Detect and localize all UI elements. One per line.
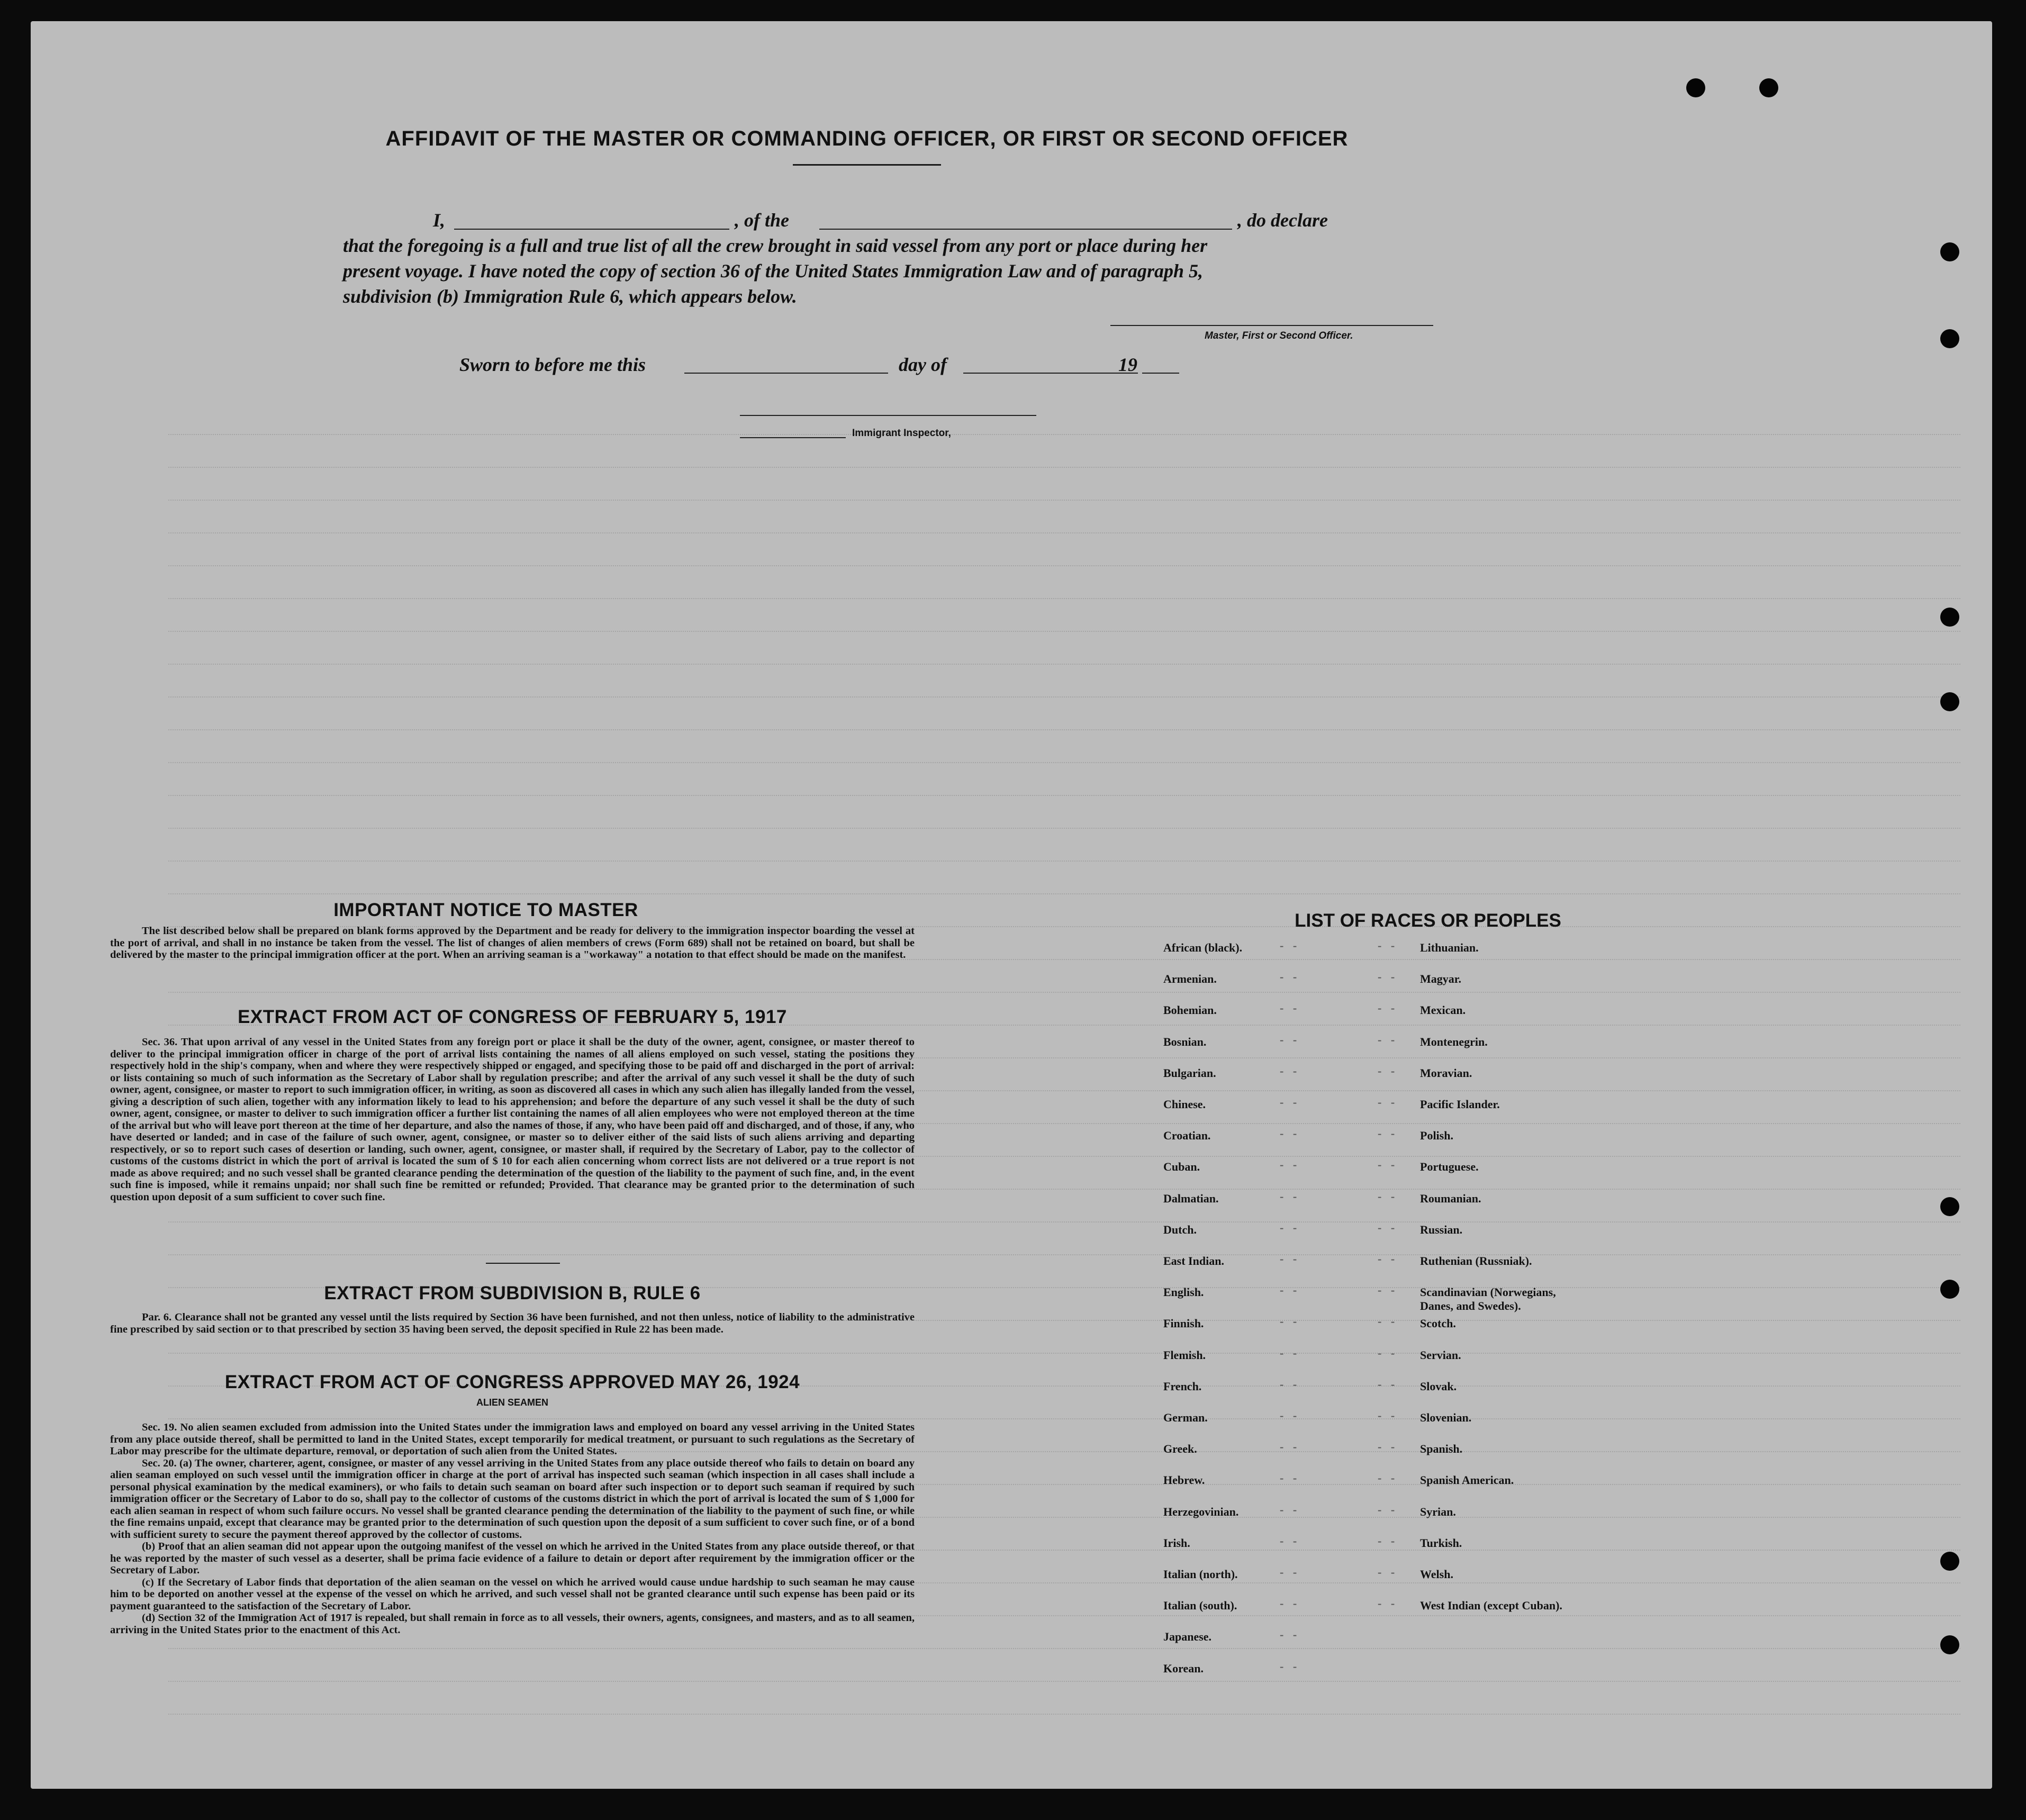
race-dash-marks: - - bbox=[1280, 1064, 1300, 1077]
decl-line-3: present voyage. I have noted the copy of section 36 of the United States Immigration Law and of paragraph 5, bbox=[343, 260, 1203, 282]
race-dash-marks: - - bbox=[1280, 970, 1300, 984]
race-item: Magyar. bbox=[1420, 972, 1462, 986]
race-item: Slovak. bbox=[1420, 1379, 1457, 1393]
race-item: French. bbox=[1163, 1379, 1202, 1393]
race-dash-marks: - - bbox=[1378, 970, 1398, 984]
race-item: Montenegrin. bbox=[1420, 1035, 1488, 1048]
race-item: Japanese. bbox=[1163, 1630, 1212, 1644]
race-dash-marks: - - bbox=[1280, 1377, 1300, 1391]
race-item: Mexican. bbox=[1420, 1003, 1466, 1017]
race-item: Ruthenian (Russniak). bbox=[1420, 1254, 1532, 1267]
race-dash-marks: - - bbox=[1280, 1659, 1300, 1673]
name-blank[interactable] bbox=[454, 229, 729, 230]
bleed-through-row bbox=[168, 861, 1960, 862]
race-dash-marks: - - bbox=[1280, 1628, 1300, 1642]
master-signature-line[interactable] bbox=[1110, 325, 1433, 326]
race-dash-marks: - - bbox=[1378, 1189, 1398, 1203]
race-item: Welsh. bbox=[1420, 1568, 1453, 1581]
race-dash-marks: - - bbox=[1378, 1471, 1398, 1485]
bleed-through-row bbox=[168, 1221, 1960, 1223]
punch-hole bbox=[1759, 78, 1778, 97]
act-1917-title: EXTRACT FROM ACT OF CONGRESS OF FEBRUARY 5, 1917 bbox=[238, 1007, 787, 1027]
bleed-through-row bbox=[168, 532, 1960, 534]
race-dash-marks: - - bbox=[1280, 1220, 1300, 1234]
rule-6-text bbox=[110, 1311, 915, 1335]
bleed-through-row bbox=[168, 1648, 1960, 1650]
race-item: Croatian. bbox=[1163, 1129, 1211, 1143]
punch-hole bbox=[1940, 329, 1959, 348]
bleed-through-row bbox=[168, 598, 1960, 600]
act-1917-text bbox=[110, 1036, 915, 1203]
race-item: Russian. bbox=[1420, 1223, 1463, 1236]
race-item: Roumanian. bbox=[1420, 1191, 1481, 1205]
race-item: Herzegovinian. bbox=[1163, 1505, 1239, 1518]
race-dash-marks: - - bbox=[1378, 1158, 1398, 1172]
race-item: Armenian. bbox=[1163, 972, 1217, 986]
race-item: Spanish. bbox=[1420, 1442, 1463, 1456]
race-item: Chinese. bbox=[1163, 1098, 1206, 1111]
race-dash-marks: - - bbox=[1280, 1502, 1300, 1516]
race-dash-marks: - - bbox=[1280, 1033, 1300, 1046]
sec-20-b-paragraph: (b) Proof that an alien seaman did not appear upon the outgoing manifest of the vessel on which he arrived in the United States from any place outside thereof, or that he was reported by the master of such vessel as a deserter, shall be prima facie evidence of a failure to detain or deport after requirement by the immigration officer or the Secretary of Labor. bbox=[110, 1541, 915, 1576]
race-item: Dalmatian. bbox=[1163, 1191, 1219, 1205]
race-dash-marks: - - bbox=[1280, 1252, 1300, 1265]
punch-hole bbox=[1940, 1552, 1959, 1571]
race-item: English. bbox=[1163, 1285, 1204, 1299]
inspector-signature-line[interactable] bbox=[740, 415, 1036, 416]
bleed-through-row bbox=[168, 565, 1960, 567]
race-dash-marks: - - bbox=[1280, 1001, 1300, 1015]
notice-title: IMPORTANT NOTICE TO MASTER bbox=[333, 900, 638, 920]
race-item: Danes, and Swedes). bbox=[1420, 1299, 1521, 1313]
vessel-blank[interactable] bbox=[819, 229, 1232, 230]
race-dash-marks: - - bbox=[1378, 1095, 1398, 1109]
decl-of-the: , of the bbox=[735, 210, 789, 231]
punch-hole bbox=[1940, 242, 1959, 261]
race-dash-marks: - - bbox=[1378, 1534, 1398, 1547]
act-1924-title: EXTRACT FROM ACT OF CONGRESS APPROVED MAY 26, 1924 bbox=[224, 1372, 800, 1392]
bleed-through-row bbox=[168, 664, 1960, 665]
race-dash-marks: - - bbox=[1280, 1095, 1300, 1109]
race-dash-marks: - - bbox=[1378, 1127, 1398, 1140]
bleed-through-row bbox=[168, 893, 1960, 895]
race-item: East Indian. bbox=[1163, 1254, 1224, 1267]
bleed-through-row bbox=[168, 434, 1960, 436]
race-item: Finnish. bbox=[1163, 1317, 1204, 1330]
race-dash-marks: - - bbox=[1280, 1127, 1300, 1140]
act-1917-rule bbox=[486, 1263, 560, 1264]
master-label: Master, First or Second Officer. bbox=[1205, 330, 1353, 341]
title-rule bbox=[793, 164, 941, 166]
race-dash-marks: - - bbox=[1378, 1502, 1398, 1516]
bleed-through-row bbox=[168, 992, 1960, 993]
race-dash-marks: - - bbox=[1378, 1001, 1398, 1015]
rule-6-title: EXTRACT FROM SUBDIVISION B, RULE 6 bbox=[324, 1283, 701, 1303]
race-item: Flemish. bbox=[1163, 1348, 1206, 1362]
affidavit-declaration bbox=[343, 207, 1444, 309]
notice-text bbox=[110, 925, 915, 961]
punch-hole bbox=[1940, 1635, 1959, 1654]
sworn-prefix: Sworn to before me this bbox=[459, 354, 646, 375]
race-dash-marks: - - bbox=[1280, 1565, 1300, 1579]
sworn-year-blank[interactable] bbox=[1142, 373, 1179, 374]
race-item: Irish. bbox=[1163, 1536, 1190, 1550]
bleed-through-row bbox=[168, 631, 1960, 632]
race-item: Hebrew. bbox=[1163, 1473, 1205, 1487]
sworn-year: 19 bbox=[1118, 354, 1137, 375]
race-item: Cuban. bbox=[1163, 1160, 1200, 1174]
race-item: Italian (south). bbox=[1163, 1599, 1237, 1613]
race-dash-marks: - - bbox=[1378, 1565, 1398, 1579]
race-dash-marks: - - bbox=[1378, 1377, 1398, 1391]
sec-20-c-paragraph: (c) If the Secretary of Labor finds that deportation of the alien seaman on the vessel on which he arrived would cause undue hardship to such seaman he may cause him to be deported on another vessel at the expense of the vessel on which he arrived, and such vessel shall not be granted clearance until such expense has been paid or its payment guaranteed to the satisfaction of the Secretary of Labor. bbox=[110, 1576, 915, 1612]
race-dash-marks: - - bbox=[1280, 1471, 1300, 1485]
bleed-through-row bbox=[168, 500, 1960, 501]
race-item: Italian (north). bbox=[1163, 1568, 1238, 1581]
punch-hole bbox=[1940, 692, 1959, 711]
race-dash-marks: - - bbox=[1378, 1409, 1398, 1422]
race-item: Dutch. bbox=[1163, 1223, 1197, 1236]
bleed-through-row bbox=[168, 828, 1960, 829]
race-dash-marks: - - bbox=[1378, 1597, 1398, 1610]
bleed-through-row bbox=[168, 795, 1960, 796]
race-item: Lithuanian. bbox=[1420, 941, 1479, 954]
bleed-through-row bbox=[168, 1418, 1960, 1420]
race-item: Korean. bbox=[1163, 1661, 1204, 1675]
sworn-month-blank[interactable] bbox=[963, 373, 1138, 374]
sec-36-paragraph: Sec. 36. That upon arrival of any vessel in the United States from any foreign port or place it shall be the duty of the owner, agent, consignee, or master thereof to deliver to the principal immigration officer in charge of the port of arrival lists containing the names of all aliens employed on such vessel, stating the positions they respectively hold in the ship's company, when and where they were respectively shipped or engaged, and specifying those to be paid off and discharged in the port of arrival: or lists containing so much of such information as the Secretary of Labor shall by regulation prescribe; and after the arrival of any such vessel it shall be the duty of such owner, agent, consignee, or master to report to such immigration officer, in writing, as soon as discovered all cases in which any such alien has illegally landed from the vessel, giving a description of such alien, together with any information likely to lead to his apprehension; and before the departure of any such vessel it shall be the duty of such owner, agent, consignee, or master to deliver to such immigration officer a further list containing the names of all alien employees who were not employed thereon at the time of the arrival but who will leave port thereon at the time of her departure, and also the names of those, if any, who have been paid off and discharged, and of those, if any, who have deserted or landed; and in case of the failure of such owner, agent, consignee, or master so to deliver either of the said lists of such aliens arriving and departing respectively, or so to report such cases of desertion or landing, such owner, agent, consignee, or master shall, if required by the Secretary of Labor, pay to the collector of customs of the customs district in which the port of arrival is located the sum of $ 10 for each alien concerning whom correct lists are not delivered or a true report is not made as above required; and no such vessel shall be granted clearance pending the determination of the question of the liability to the payment of such fine, and, in the event such fine is imposed, while it remains unpaid; nor shall such fine be remitted or refunded; Provided. That clearance may be granted prior to the determination of such question upon deposit of a sum sufficient to cover such fine. bbox=[110, 1036, 915, 1203]
bleed-through-row bbox=[168, 1714, 1960, 1715]
race-item: Bohemian. bbox=[1163, 1003, 1217, 1017]
punch-hole bbox=[1940, 608, 1959, 627]
race-item: Scotch. bbox=[1420, 1317, 1456, 1330]
punch-hole bbox=[1940, 1280, 1959, 1299]
punch-hole bbox=[1940, 1197, 1959, 1216]
race-dash-marks: - - bbox=[1280, 1597, 1300, 1610]
decl-line-4: subdivision (b) Immigration Rule 6, which appears below. bbox=[343, 286, 797, 307]
notice-paragraph: The list described below shall be prepared on blank forms approved by the Department and be ready for delivery to the immigration inspector boarding the vessel at the port of arrival, and shall in no instance be taken from the vessel. The list of changes of alien members of crews (Form 689) shall not be retained on board, but shall be delivered by the master to the principal immigration officer at the port. When an arriving seaman is a "workaway" a notation to that effect should be made on the manifest. bbox=[110, 925, 915, 961]
race-item: Syrian. bbox=[1420, 1505, 1456, 1518]
race-item: Polish. bbox=[1420, 1129, 1453, 1143]
race-item: Pacific Islander. bbox=[1420, 1098, 1500, 1111]
decl-i: I, bbox=[433, 210, 446, 231]
bleed-through-row bbox=[168, 729, 1960, 731]
race-item: German. bbox=[1163, 1411, 1208, 1424]
par-6-paragraph: Par. 6. Clearance shall not be granted any vessel until the lists required by Section 36 have been furnished, and not then unless, notice of liability to the administrative fine prescribed by said section or to that prescribed by section 35 having been served, the deposit specified in Rule 22 has been made. bbox=[110, 1311, 915, 1335]
manifest-page bbox=[31, 21, 1992, 1789]
races-title: LIST OF RACES OR PEOPLES bbox=[1295, 910, 1561, 931]
race-dash-marks: - - bbox=[1378, 1252, 1398, 1265]
race-item: Servian. bbox=[1420, 1348, 1461, 1362]
race-dash-marks: - - bbox=[1280, 1283, 1300, 1297]
bleed-through-row bbox=[168, 762, 1960, 764]
inspector-name-line[interactable] bbox=[740, 437, 846, 438]
race-item: Bosnian. bbox=[1163, 1035, 1207, 1048]
sworn-date-blank[interactable] bbox=[684, 373, 888, 374]
race-dash-marks: - - bbox=[1378, 939, 1398, 952]
race-dash-marks: - - bbox=[1378, 1346, 1398, 1360]
race-dash-marks: - - bbox=[1280, 1158, 1300, 1172]
bleed-through-row bbox=[168, 1681, 1960, 1682]
act-1924-text bbox=[110, 1421, 915, 1636]
race-item: Turkish. bbox=[1420, 1536, 1462, 1550]
race-dash-marks: - - bbox=[1280, 1534, 1300, 1547]
race-item: Bulgarian. bbox=[1163, 1066, 1216, 1080]
race-dash-marks: - - bbox=[1378, 1064, 1398, 1077]
race-dash-marks: - - bbox=[1378, 1220, 1398, 1234]
decl-do-declare: , do declare bbox=[1237, 210, 1328, 231]
race-dash-marks: - - bbox=[1378, 1440, 1398, 1454]
race-dash-marks: - - bbox=[1280, 939, 1300, 952]
race-item: African (black). bbox=[1163, 941, 1243, 954]
bleed-through-row bbox=[168, 467, 1960, 468]
race-item: West Indian (except Cuban). bbox=[1420, 1599, 1562, 1613]
bleed-through-row bbox=[168, 696, 1960, 698]
race-item: Spanish American. bbox=[1420, 1473, 1514, 1487]
race-dash-marks: - - bbox=[1280, 1189, 1300, 1203]
inspector-label: Immigrant Inspector, bbox=[852, 428, 951, 439]
punch-hole bbox=[1686, 78, 1705, 97]
race-dash-marks: - - bbox=[1378, 1315, 1398, 1328]
bleed-through-row bbox=[168, 1353, 1960, 1354]
race-dash-marks: - - bbox=[1280, 1315, 1300, 1328]
race-item: Greek. bbox=[1163, 1442, 1197, 1456]
decl-line-2: that the foregoing is a full and true list of all the crew brought in said vessel from any port or place during her bbox=[343, 235, 1208, 256]
affidavit-title: AFFIDAVIT OF THE MASTER OR COMMANDING OFFICER, OR FIRST OR SECOND OFFICER bbox=[385, 127, 1349, 150]
alien-seamen-subtitle: ALIEN SEAMEN bbox=[476, 1397, 548, 1408]
race-dash-marks: - - bbox=[1280, 1409, 1300, 1422]
race-item: Scandinavian (Norwegians, bbox=[1420, 1285, 1556, 1299]
race-dash-marks: - - bbox=[1378, 1033, 1398, 1046]
race-item: Moravian. bbox=[1420, 1066, 1472, 1080]
race-dash-marks: - - bbox=[1280, 1440, 1300, 1454]
bleed-through-row bbox=[168, 1254, 1960, 1256]
race-item: Slovenian. bbox=[1420, 1411, 1472, 1424]
race-item: Portuguese. bbox=[1420, 1160, 1479, 1174]
sworn-day: day of bbox=[899, 354, 947, 375]
sec-19-paragraph: Sec. 19. No alien seamen excluded from admission into the United States under the immigration laws and employed on board any vessel arriving in the United States from any place outside thereof, shall be permitted to land in the United States, except temporarily for medical treatment, or pursuant to such regulations as the Secretary of Labor may prescribe for the ultimate departure, removal, or deportation of such alien from the United States. bbox=[110, 1421, 915, 1457]
sec-20-a-paragraph: Sec. 20. (a) The owner, charterer, agent, consignee, or master of any vessel arriving in the United States from any place outside thereof who fails to detain on board any alien seaman employed on such vessel until the immigration officer in charge at the port of arrival has inspected such seaman (which inspection in all cases shall include a personal physical examination by the medical examiners), or who fails to detain such seaman on board after such inspection or to deport such seaman if required by such immigration officer or the Secretary of Labor to do so, shall pay to the collector of customs of the customs district in which the port of arrival is located the sum of $ 1,000 for each alien seaman in respect of whom such failure occurs. No vessel shall be granted clearance pending the determination of the liability to the payment of such fine, or while the fine remains unpaid, except that clearance may be granted prior to the determination of such question upon the deposit of a sum sufficient to cover such fine, or of a bond with sufficient surety to secure the payment thereof approved by the collector of customs. bbox=[110, 1457, 915, 1541]
race-dash-marks: - - bbox=[1280, 1346, 1300, 1360]
race-dash-marks: - - bbox=[1378, 1283, 1398, 1297]
sec-20-d-paragraph: (d) Section 32 of the Immigration Act of 1917 is repealed, but shall remain in force as to all vessels, their owners, agents, consignees, and masters, and as to all seamen, arriving in the United States prior to the enactment of this Act. bbox=[110, 1612, 915, 1636]
